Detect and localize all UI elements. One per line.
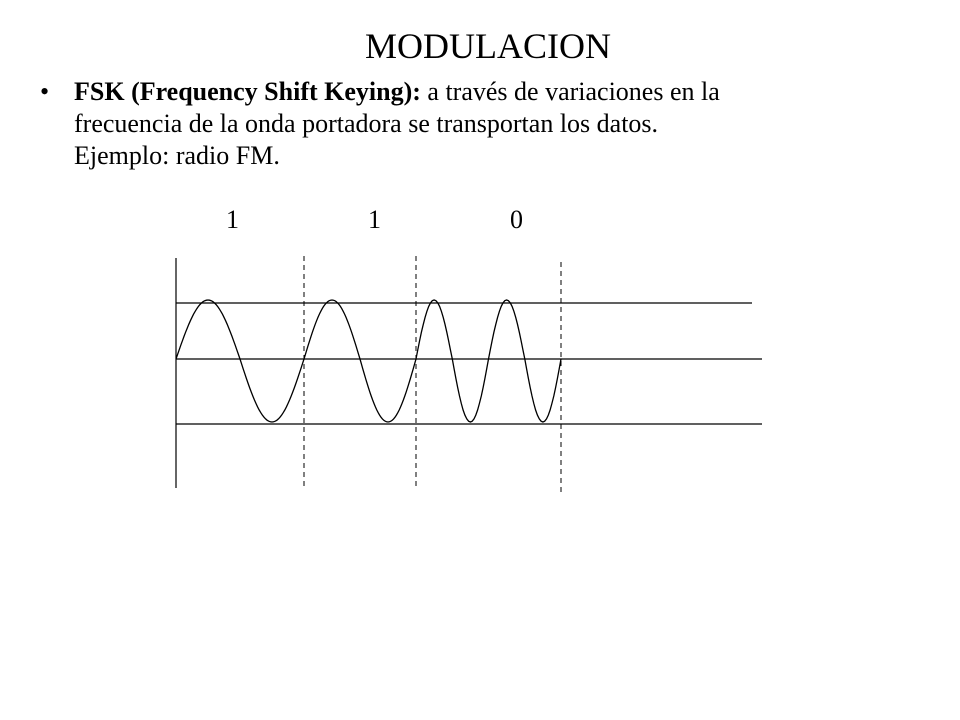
bullet-dot: •: [40, 77, 50, 106]
bit-label-2: 1: [368, 205, 381, 234]
fsk-waveform: [176, 300, 561, 422]
bit-label-1: 1: [226, 205, 239, 234]
description-line-2: frecuencia de la onda portadora se transportan los datos.: [74, 109, 659, 138]
bit-label-3: 0: [510, 205, 523, 234]
description-line-3: Ejemplo: radio FM.: [74, 141, 280, 170]
slide-title: MODULACION: [365, 26, 611, 66]
fsk-term: FSK (Frequency Shift Keying):: [74, 77, 421, 106]
description-line-1: a través de variaciones en la: [420, 77, 720, 106]
